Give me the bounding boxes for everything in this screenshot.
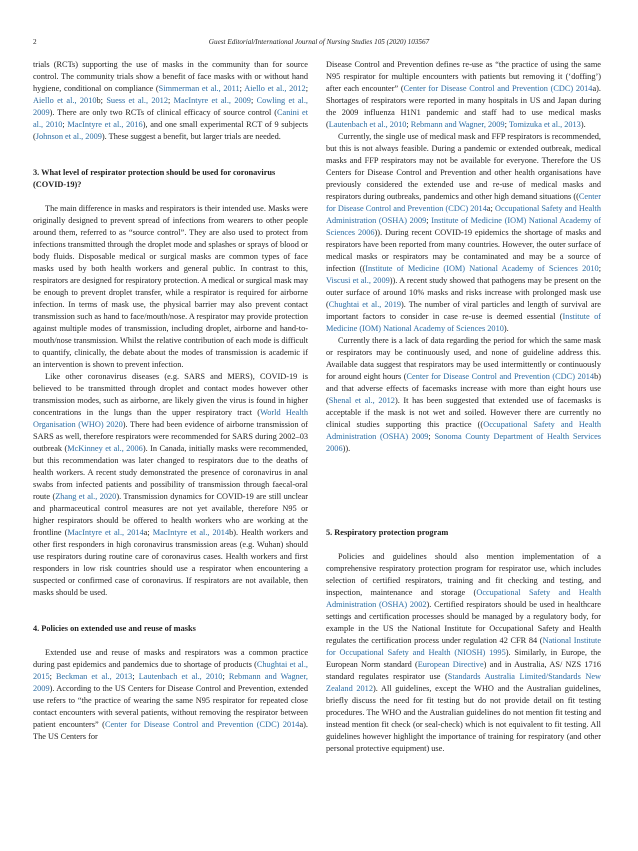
- text-run: ).: [580, 120, 586, 129]
- text-run: b;: [96, 96, 107, 105]
- citation-link[interactable]: Zhang et al., 2020: [55, 492, 117, 501]
- text-run: ). There had been evidence of airborne transmission of SARS as well, therefore respirators were recommended for SARS during 2002–03 outbreak (: [33, 420, 308, 453]
- text-run: ). All guidelines, except the WHO and the Australian guidelines, briefly discuss the need for fit testing but do not provide detail on fit testing procedures. The WHO and the Australian guidelines do not mention fit testing and instead mention fit check (or seal-check) which is not equivalent to fit testing. All guidelines however highlight the importance of training for respiratory (and other personal protective equipment) use.: [326, 684, 601, 753]
- citation-link[interactable]: McKinney et al., 2006: [67, 444, 143, 453]
- citation-link[interactable]: Institute of Medicine (IOM) National Academy of Sciences 2006: [326, 216, 601, 237]
- citation-link[interactable]: Center for Disease Control and Prevention (CDC) 2014: [104, 720, 300, 729]
- citation-link[interactable]: Rebmann and Wagner, 2009: [410, 120, 505, 129]
- citation-link[interactable]: MacIntyre et al., 2014: [67, 528, 144, 537]
- text-run: a). Shortages of respirators were reported in many hospitals in US and Japan during the 2009 influenza H1N1 pandemic and staff had to use medical masks (: [326, 84, 601, 129]
- citation-link[interactable]: Rebmann and Wagner, 2009: [33, 672, 308, 693]
- text-run: ), and one small experimental RCT of 9 subjects (: [33, 120, 308, 141]
- citation-link[interactable]: European Directive: [417, 660, 484, 669]
- text-run: Like other coronavirus diseases (e.g. SARS and MERS), COVID-19 is believed to be transmitted through droplet and contact modes however other transmission modes, such as airborne, are likely given the virus is found in higher concentrations in the lungs than the upper respiratory tract (: [33, 372, 308, 417]
- text-run: ). According to the US Centers for Disease Control and Prevention, extended use refers to “the practice of wearing the same N95 respirator for repeated close contact encounters with several patients, without removing the respirator between patient encounters” (: [33, 684, 308, 729]
- text-run: ). Certified respirators should be used in healthcare settings and certification processes should be managed by a regulatory body, for example in the US the National Institute for Occupational Safety and Health regulates the certification process under regulation 42 CFR 84 (: [326, 600, 601, 645]
- right-column: [326, 59, 601, 839]
- text-run: ;: [426, 216, 432, 225]
- running-head: Guest Editorial/International Journal of Nursing Studies 105 (2020) 103567: [208, 38, 430, 46]
- citation-link[interactable]: Institute of Medicine (IOM) National Academy of Sciences 2010: [365, 264, 599, 273]
- citation-link[interactable]: Center for Disease Control and Prevention (CDC) 2014: [403, 84, 593, 93]
- text-run: )). During recent COVID-19 epidemics the shortage of masks and respirators have been reported from many countries. However, the outer surface of medical masks or respirators may be contaminated and may be a source of infection ((: [326, 228, 601, 273]
- citation-link[interactable]: World Health Organisation (WHO) 2020: [33, 408, 308, 429]
- text-run: ). Transmission dynamics for COVID-19 are still unclear and pharmaceutical control measures are not yet available, therefore N95 or higher respirators should be offered to health workers who are working at the frontline (: [33, 492, 308, 537]
- text-run: Disease Control and Prevention defines re-use as “the practice of using the same N95 respirator for multiple encounters with patients but removing it (‘doffing’) after each encounter” (: [326, 60, 601, 93]
- text-run: ;: [598, 264, 601, 273]
- citation-link[interactable]: Chughtai et al., 2015: [33, 660, 308, 681]
- text-run: trials (RCTs) supporting the use of masks in the community than for source control. The community trials show a benefit of face masks with or without hand hygiene, conditional on compliance (: [33, 60, 308, 93]
- section-heading: 4. Policies on extended use and reuse of masks: [33, 624, 196, 633]
- text-run: )). A recent study showed that pathogens may be present on the outer surface of around 10% masks and risks increase with prolonged mask use (: [326, 276, 601, 309]
- citation-link[interactable]: Tomizuka et al., 2013: [508, 120, 581, 129]
- citation-link[interactable]: Chughtai et al., 2019: [328, 300, 402, 309]
- section-heading: 3. What level of respirator protection should be used for coronavirus (COVID-19)?: [33, 168, 276, 189]
- page-number: 2: [33, 38, 37, 46]
- citation-link[interactable]: National Institute for Occupational Safety and Health (NIOSH) 1995: [326, 636, 601, 657]
- citation-link[interactable]: Occupational Safety and Health Administration (OSHA) 2009: [326, 204, 601, 225]
- left-column: [33, 59, 308, 839]
- citation-link[interactable]: Aiello et al., 2010: [33, 96, 97, 105]
- text-run: ). These suggest a benefit, but larger trials are needed.: [101, 132, 281, 141]
- text-run: b). Health workers and other first responders in high coronavirus transmission areas (e.g. Wuhan) should use respirators during routine care of coronavirus cases. Health workers and first responders in low risk countries should use a respirator when encountering a suspected or confirmed case of coronavirus. If respirators are not available, then masks should be used.: [33, 528, 308, 597]
- paragraph: [326, 59, 601, 131]
- text-run: Currently there is a lack of data regarding the period for which the same mask or respirators may be continuously used, and none of guideline address this. Available data suggest that respirators may be used intermittently or continuously for around eight hours (: [326, 336, 601, 381]
- page-header: [33, 38, 605, 50]
- citation-link[interactable]: Suess et al., 2012: [106, 96, 168, 105]
- paragraph: [33, 371, 308, 599]
- text-run: ). It has been suggested that extended use of facemasks is acceptable if the mask is not wet and soiled. However there are currently no clinical studies supporting this practice ((: [326, 396, 601, 429]
- text-run: ) and in Australia, AS/ NZS 1716 standard regulates respirator use (: [326, 660, 601, 681]
- text-run: a;: [486, 204, 496, 213]
- text-run: ). In Canada, initially masks were recommended, but this recommendation was later changed to respirators due to the deaths of health workers. A recent study demonstrated the presence of coronavirus in anal swabs from infected patients and possibility of transmission through faecal-oral route (: [33, 444, 308, 501]
- section-heading: 5. Respiratory protection program: [326, 528, 449, 537]
- text-run: ;: [250, 96, 257, 105]
- text-run: Extended use and reuse of masks and respirators was a common practice during past epidemics and pandemics due to shortage of products (: [33, 648, 308, 669]
- paragraph: [326, 335, 601, 455]
- text-run: a;: [143, 528, 153, 537]
- citation-link[interactable]: Simmerman et al., 2011: [158, 84, 240, 93]
- text-run: ). Similarly, in Europe, the European Norm standard (: [326, 648, 601, 669]
- citation-link[interactable]: Institute of Medicine (IOM) National Academy of Sciences 2010: [326, 312, 601, 333]
- citation-link[interactable]: Beckman et al., 2013: [56, 672, 133, 681]
- citation-link[interactable]: Occupational Safety and Health Administration (OSHA) 2009: [326, 420, 601, 441]
- citation-link[interactable]: Center for Disease Control and Prevention (CDC) 2014: [406, 372, 595, 381]
- paragraph: [326, 131, 601, 335]
- text-run: ;: [49, 672, 56, 681]
- text-run: ;: [167, 96, 174, 105]
- paragraph: [326, 551, 601, 755]
- citation-link[interactable]: Aiello et al., 2012: [244, 84, 306, 93]
- citation-link[interactable]: Lautenbach et al., 2010: [328, 120, 407, 129]
- citation-link[interactable]: Cowling et al., 2009: [33, 96, 308, 117]
- paragraph: [33, 647, 308, 743]
- text-run: Policies and guidelines should also mention implementation of a comprehensive respiratory protection program for respirator use, which includes selection of certified respirators, training and fit checking and testing, and inspection, maintenance and storage (: [326, 552, 601, 597]
- text-run: ;: [62, 120, 68, 129]
- citation-link[interactable]: Shenal et al., 2012: [328, 396, 395, 405]
- citation-link[interactable]: Center for Disease Control and Prevention (CDC) 2014: [326, 192, 601, 213]
- paragraph: [33, 203, 308, 371]
- citation-link[interactable]: Viscusi et al., 2009: [326, 276, 390, 285]
- citation-link[interactable]: MacIntyre et al., 2009: [173, 96, 251, 105]
- text-run: ). There are only two RCTs of clinical efficacy of source control (: [49, 108, 278, 117]
- text-run: Currently, the single use of medical mask and FFP respirators is recommended, but this is not always feasible. During a pandemic or extended outbreak, medical masks and FFP respirators may not be available for everyone. Therefore the US Centers for Disease Control and Prevention and other health organisations have previously considered the extended use and re-use of medical masks and respirators during outbreaks, pandemics and other high demand situations ((: [326, 132, 601, 201]
- text-run: ).: [503, 324, 509, 333]
- citation-link[interactable]: Standards Australia Limited/Standards New Zealand 2012: [326, 672, 601, 693]
- text-run: ;: [239, 84, 245, 93]
- citation-link[interactable]: Canini et al., 2010: [33, 108, 308, 129]
- citation-link[interactable]: MacIntyre et al., 2014: [152, 528, 230, 537]
- text-run: ;: [504, 120, 509, 129]
- text-run: ;: [305, 84, 308, 93]
- citation-link[interactable]: Sonoma County Department of Health Services 2006: [326, 432, 601, 453]
- citation-link[interactable]: Occupational Safety and Health Administration (OSHA) 2002: [326, 588, 601, 609]
- citation-link[interactable]: Lautenbach et al., 2010: [138, 672, 223, 681]
- paragraph: [33, 59, 308, 143]
- text-run: ;: [222, 672, 229, 681]
- text-run: a). The US Centers for: [33, 720, 308, 741]
- citation-link[interactable]: MacIntyre et al., 2016: [67, 120, 143, 129]
- text-run: b) and that adverse effects of facemasks increase with more than eight hours use (: [326, 372, 601, 405]
- text-run: ;: [428, 432, 435, 441]
- text-run: ;: [132, 672, 139, 681]
- text-run: The main difference in masks and respirators is their intended use. Masks were originally designed to prevent spread of infections from wearers to other people around them, referred to as “source control”. They are also used to protect from infections transmitted through the droplet mode and splashes or sprays of blood or body fluids. Disposable medical or surgical masks are common types of face masks used by both health workers and general public. In contrast to this, respirators are designed for respiratory protection. A medical or surgical mask may be enough to prevent droplet transfer, while a respirator is required for airborne infection. In terms of mask use, the physical barrier may also prevent contact transmission such as hand to face/mouth/nose. A respirator may provide protection against multiple modes of transmission, including droplet, airborne and hand-to-mouth/nose transmission. Whilst the relative contribution of each mode is difficult to quantify, clinically, the debate about the modes of transmission is academic if an intervention is shown to prevent infection.: [33, 204, 308, 369]
- text-run: ). The number of viral particles and length of survival are important factors to consider in case re-use is deemed essential (: [326, 300, 601, 321]
- text-run: ;: [406, 120, 411, 129]
- text-run: )).: [342, 444, 351, 453]
- citation-link[interactable]: Johnson et al., 2009: [35, 132, 102, 141]
